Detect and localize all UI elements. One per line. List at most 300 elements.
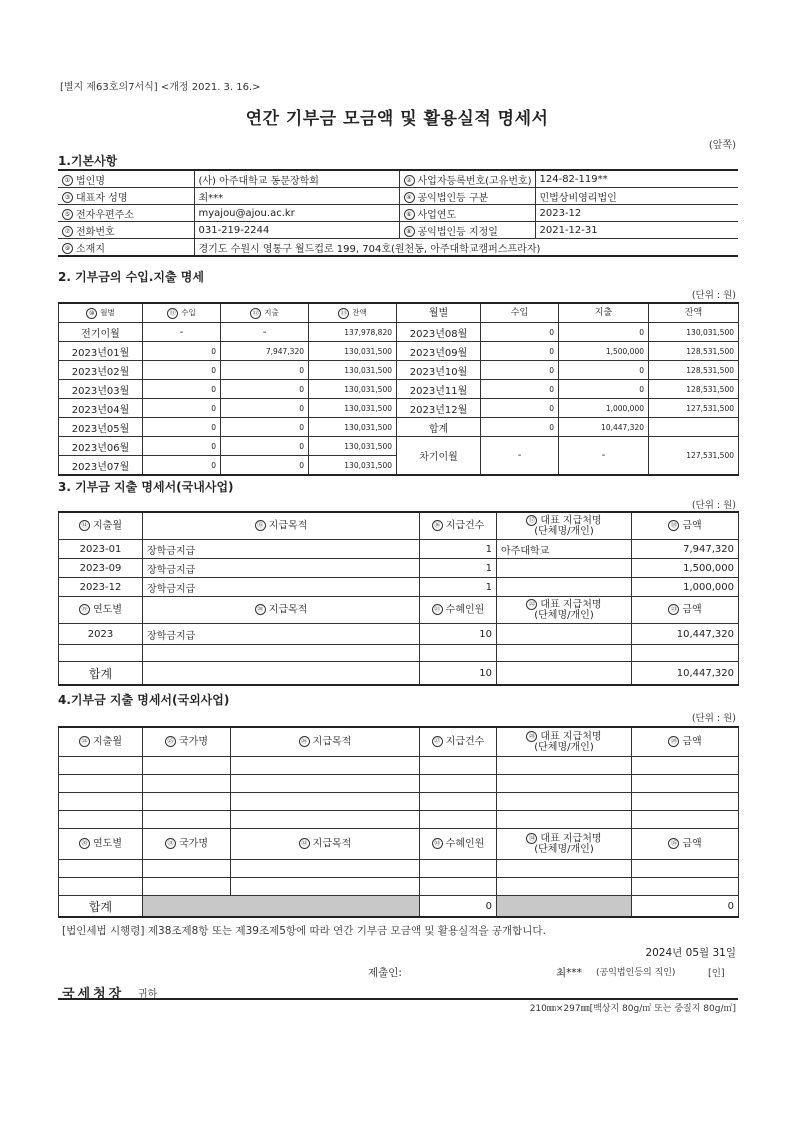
form-id: [별지 제63호의7서식] <개정 2021. 3. 16.> (60, 82, 261, 93)
expense-cell: 0 (559, 323, 649, 342)
item-number: ㉔ (79, 736, 90, 747)
income-cell: - (143, 323, 221, 342)
header-label: 연도별 (93, 838, 122, 850)
header-cell (143, 727, 231, 757)
header-sublabel: (단체명/개인) (534, 526, 594, 538)
foreign-empty-row (59, 811, 739, 829)
month-cell: 2023년03월 (59, 380, 143, 399)
expense-cell: 0 (221, 456, 309, 476)
empty-cell (420, 793, 497, 811)
item-number: ㉑ (432, 604, 443, 615)
foreign-total-row (59, 896, 739, 918)
submitter-label: 제출인: (368, 967, 402, 979)
header-cell (59, 303, 143, 323)
balance-cell: 127,531,500 (649, 399, 739, 418)
addressee: 국세청장 (62, 987, 125, 1002)
basic-info-table (58, 169, 738, 257)
basic-row-address (58, 239, 738, 257)
income-cell: 0 (481, 418, 559, 437)
header-label: 국가명 (179, 736, 208, 748)
header-label: 지급목적 (312, 838, 352, 850)
basic-value: 민법상비영리법인 (535, 188, 738, 205)
header-cell (143, 512, 420, 540)
empty-cell (143, 775, 231, 793)
header-label: 지급건수 (445, 736, 485, 748)
item-number: ⑦ (62, 226, 73, 237)
purpose-cell: 장학금지급 (143, 559, 420, 578)
item-number: ⑱ (668, 520, 679, 531)
item-number: ⑤ (62, 209, 73, 220)
header-label: 지급목적 (312, 736, 352, 748)
basic-value: 031-219-2244 (194, 222, 399, 239)
basic-value: (사) 아주대학교 동문장학회 (194, 170, 399, 188)
income-row (59, 342, 739, 361)
header-label: 금액 (682, 838, 702, 850)
empty-cell (143, 860, 231, 878)
balance-cell: 128,531,500 (649, 380, 739, 399)
empty-cell (497, 775, 632, 793)
item-number: ㉟ (668, 838, 679, 849)
basic-label (58, 170, 194, 188)
income-header-row (59, 303, 739, 323)
foreign-empty-row (59, 878, 739, 896)
domestic-header-row (59, 512, 739, 540)
empty-cell (59, 793, 143, 811)
basic-label (58, 239, 194, 257)
recipient-cell: 아주대학교 (497, 540, 632, 559)
header-label: 지출월 (93, 520, 122, 532)
item-number: ㉞ (526, 833, 537, 844)
amount-cell: 1,500,000 (632, 559, 739, 578)
header-cell (497, 829, 632, 860)
balance-cell: 128,531,500 (649, 361, 739, 380)
income-cell: 0 (143, 456, 221, 476)
recipient-cell (497, 624, 632, 645)
expense-cell: 0 (221, 361, 309, 380)
header-cell (649, 303, 739, 323)
amount-cell: 7,947,320 (632, 540, 739, 559)
header-cell (420, 829, 497, 860)
domestic-total-row (59, 662, 739, 686)
expense-cell: 0 (221, 418, 309, 437)
domestic-header-row-2 (59, 597, 739, 624)
header-cell (559, 303, 649, 323)
balance-cell: 130,031,500 (309, 418, 397, 437)
header-label: 수입 (181, 308, 196, 318)
expense-cell: 0 (559, 361, 649, 380)
income-row (59, 361, 739, 380)
balance-cell: 130,031,500 (649, 323, 739, 342)
recipient-cell (497, 559, 632, 578)
empty-cell (497, 757, 632, 775)
empty-cell (59, 860, 143, 878)
header-cell (481, 303, 559, 323)
empty-cell (231, 757, 420, 775)
total-count: 10 (420, 662, 497, 686)
item-number: ㉘ (526, 731, 537, 742)
expense-cell: 0 (559, 380, 649, 399)
month-cell: 2023년07월 (59, 456, 143, 476)
empty-cell (497, 860, 632, 878)
balance-cell: 130,031,500 (309, 437, 397, 456)
seal-mark: [인] (708, 968, 725, 979)
empty-cell (497, 662, 632, 686)
foreign-empty-row (59, 775, 739, 793)
empty-cell (632, 878, 739, 896)
basic-value: 2021-12-31 (535, 222, 738, 239)
income-expense-table (58, 302, 739, 476)
header-label: 금액 (682, 520, 702, 532)
basic-label (58, 222, 194, 239)
header-cell (632, 829, 739, 860)
foreign-header-row (59, 727, 739, 757)
paper-spec: 210㎜×297㎜[백상지 80g/㎡ 또는 중질지 80g/㎡] (529, 1004, 736, 1014)
item-number: ⑰ (526, 515, 537, 526)
empty-cell (59, 775, 143, 793)
basic-label (58, 205, 194, 222)
carry-cell: 127,531,500 (649, 437, 739, 476)
empty-cell (231, 793, 420, 811)
honorific: 귀하 (138, 989, 158, 1000)
expense-cell: 1,500,000 (559, 342, 649, 361)
income-cell: 0 (481, 342, 559, 361)
header-cell (59, 727, 143, 757)
item-number: ㉖ (299, 736, 310, 747)
submitter-name: 최*** (556, 967, 582, 979)
item-number: ④ (404, 192, 415, 203)
header-cell (420, 597, 497, 624)
balance-cell: 130,031,500 (309, 456, 397, 476)
empty-cell (420, 775, 497, 793)
header-label: 대표 지급처명 (540, 515, 602, 527)
expense-cell: 10,447,320 (559, 418, 649, 437)
item-number: ⑮ (255, 520, 266, 531)
address-value: 경기도 수원시 영통구 월드컵로 199, 704호(원천동, 아주대학교캠퍼스프라자) (194, 239, 738, 257)
header-label: 수혜인원 (445, 604, 485, 616)
income-row (59, 399, 739, 418)
total-amount: 0 (632, 896, 739, 918)
item-number: ③ (62, 192, 73, 203)
month-cell: 전기이월 (59, 323, 143, 342)
header-label: 지출 (264, 308, 279, 318)
item-number: ㉒ (526, 599, 537, 610)
month-cell: 2023년01월 (59, 342, 143, 361)
purpose-cell: 장학금지급 (143, 624, 420, 645)
empty-cell (420, 757, 497, 775)
month-cell: 2023년08월 (397, 323, 481, 342)
foreign-empty-row (59, 793, 739, 811)
empty-cell (497, 793, 632, 811)
item-number: ㉝ (432, 838, 443, 849)
month-cell: 2023년06월 (59, 437, 143, 456)
item-number: ⑫ (250, 308, 261, 319)
basic-row (58, 170, 738, 188)
domestic-year-row (59, 624, 739, 645)
shaded-cell (497, 896, 632, 918)
income-cell: 0 (143, 437, 221, 456)
income-row (59, 323, 739, 342)
month-cell: 2023-09 (59, 559, 143, 578)
income-cell: 0 (143, 418, 221, 437)
header-label: 지출 (594, 307, 613, 318)
header-cell (497, 727, 632, 757)
header-cell (497, 512, 632, 540)
empty-cell (143, 662, 420, 686)
front-side-label: (앞쪽) (708, 140, 736, 151)
basic-label (399, 205, 535, 222)
section-basic-title: 1.기본사항 (58, 154, 118, 168)
income-cell: 0 (143, 342, 221, 361)
item-number: ① (62, 175, 73, 186)
item-number: ⑲ (79, 604, 90, 615)
total-label: 합계 (59, 662, 143, 686)
empty-cell (143, 645, 420, 662)
header-cell (143, 303, 221, 323)
month-cell: 2023-12 (59, 578, 143, 597)
empty-cell (632, 811, 739, 829)
basic-label (399, 188, 535, 205)
item-number: ㉗ (432, 736, 443, 747)
empty-cell (497, 878, 632, 896)
basic-label (399, 170, 535, 188)
domestic-unit: (단위 : 원) (691, 500, 736, 511)
empty-cell (143, 793, 231, 811)
empty-cell (59, 811, 143, 829)
domestic-table (58, 511, 739, 686)
header-label: 수입 (510, 307, 529, 318)
basic-label-text: 법인명 (76, 175, 105, 187)
foreign-empty-row (59, 860, 739, 878)
balance-cell: 128,531,500 (649, 342, 739, 361)
item-number: ㉕ (165, 736, 176, 747)
income-row (59, 437, 739, 456)
empty-cell (231, 811, 420, 829)
section-income-title: 2. 기부금의 수입.지출 명세 (58, 270, 204, 284)
item-number: ㉙ (668, 736, 679, 747)
foreign-unit: (단위 : 원) (691, 713, 736, 724)
header-label: 지급목적 (268, 520, 308, 532)
item-number: ㉓ (668, 604, 679, 615)
submission-date: 2024년 05월 31일 (645, 947, 736, 959)
balance-cell (649, 418, 739, 437)
header-cell (221, 303, 309, 323)
header-cell (420, 512, 497, 540)
empty-cell (632, 757, 739, 775)
empty-cell (632, 860, 739, 878)
basic-label (58, 188, 194, 205)
purpose-cell: 장학금지급 (143, 540, 420, 559)
header-label: 수혜인원 (445, 838, 485, 850)
empty-cell (420, 645, 497, 662)
header-cell (231, 727, 420, 757)
income-cell: 0 (143, 361, 221, 380)
count-cell: 10 (420, 624, 497, 645)
header-label: 지출월 (93, 736, 122, 748)
basic-row (58, 205, 738, 222)
empty-cell (632, 793, 739, 811)
empty-cell (143, 757, 231, 775)
foreign-header-row-2 (59, 829, 739, 860)
basic-value: 124-82-119** (535, 170, 738, 188)
section-foreign-title: 4.기부금 지출 명세서(국외사업) (58, 693, 230, 707)
income-cell: 0 (481, 399, 559, 418)
header-label: 연도별 (93, 604, 122, 616)
item-number: ⑧ (404, 226, 415, 237)
total-count: 0 (420, 896, 497, 918)
basic-label-text: 공익법인등 구분 (417, 192, 489, 204)
item-number: ⑨ (62, 243, 73, 254)
header-cell (632, 727, 739, 757)
empty-cell (497, 645, 632, 662)
empty-cell (59, 878, 143, 896)
header-sublabel: (단체명/개인) (534, 742, 594, 754)
total-label: 합계 (59, 896, 143, 918)
header-cell (143, 829, 231, 860)
carry-cell: 차기이월 (397, 437, 481, 476)
legal-notice: [법인세법 시행령] 제38조제8항 또는 제39조제5항에 따라 연간 기부금 모금액 및 활용실적을 공개합니다. (62, 925, 546, 937)
basic-label-text: 소재지 (76, 243, 105, 255)
empty-cell (420, 860, 497, 878)
item-number: ⑬ (338, 308, 349, 319)
bottom-rule (58, 998, 738, 1000)
header-label: 잔액 (352, 308, 367, 318)
item-number: ㉚ (79, 838, 90, 849)
header-cell (420, 727, 497, 757)
item-number: ⑩ (86, 308, 97, 319)
empty-cell (632, 775, 739, 793)
header-sublabel: (단체명/개인) (534, 610, 594, 622)
section-domestic-title: 3. 기부금 지출 명세서(국내사업) (58, 480, 234, 494)
header-cell (632, 512, 739, 540)
basic-value: 2023-12 (535, 205, 738, 222)
empty-cell (231, 878, 420, 896)
item-number: ⑪ (167, 308, 178, 319)
domestic-row (59, 578, 739, 597)
basic-label-text: 사업자등록번호(고유번호) (417, 175, 532, 187)
domestic-empty-row (59, 645, 739, 662)
item-number: ㉜ (299, 838, 310, 849)
empty-cell (231, 775, 420, 793)
shaded-cell (143, 896, 420, 918)
basic-value: 최*** (194, 188, 399, 205)
item-number: ⑳ (255, 604, 266, 615)
header-cell (231, 829, 420, 860)
header-label: 월별 (428, 307, 449, 319)
header-sublabel: (단체명/개인) (534, 844, 594, 856)
header-cell (59, 512, 143, 540)
header-cell (309, 303, 397, 323)
header-label: 금액 (682, 736, 702, 748)
basic-label (399, 222, 535, 239)
year-cell: 2023 (59, 624, 143, 645)
item-number: ② (404, 175, 415, 186)
header-label: 국가명 (179, 838, 208, 850)
header-label: 지급건수 (445, 520, 485, 532)
income-cell: 0 (481, 323, 559, 342)
expense-cell: 0 (221, 437, 309, 456)
empty-cell (143, 811, 231, 829)
month-cell: 2023년10월 (397, 361, 481, 380)
empty-cell (59, 757, 143, 775)
item-number: ㉛ (165, 838, 176, 849)
header-cell (397, 303, 481, 323)
income-row (59, 418, 739, 437)
header-label: 지급목적 (268, 604, 308, 616)
item-number: ⑭ (79, 520, 90, 531)
month-cell: 2023년04월 (59, 399, 143, 418)
empty-cell (420, 811, 497, 829)
balance-cell: 130,031,500 (309, 399, 397, 418)
header-cell (143, 597, 420, 624)
submitter-rank: (공익법인등의 직인) (596, 968, 676, 978)
purpose-cell: 장학금지급 (143, 578, 420, 597)
expense-cell: 1,000,000 (559, 399, 649, 418)
income-cell: 0 (481, 361, 559, 380)
empty-cell (632, 645, 739, 662)
count-cell: 1 (420, 559, 497, 578)
income-row (59, 380, 739, 399)
expense-cell: - (221, 323, 309, 342)
balance-cell: 137,978,820 (309, 323, 397, 342)
empty-cell (497, 811, 632, 829)
balance-cell: 130,031,500 (309, 380, 397, 399)
count-cell: 1 (420, 540, 497, 559)
domestic-row (59, 559, 739, 578)
basic-label-text: 전자우편주소 (76, 209, 134, 221)
month-cell: 2023년11월 (397, 380, 481, 399)
basic-label-text: 사업연도 (417, 209, 457, 221)
month-cell: 2023년09월 (397, 342, 481, 361)
empty-cell (420, 878, 497, 896)
basic-label-text: 공익법인등 지정일 (417, 226, 498, 238)
total-amount: 10,447,320 (632, 662, 739, 686)
expense-cell: 0 (221, 380, 309, 399)
page-title: 연간 기부금 모금액 및 활용실적 명세서 (245, 109, 549, 129)
count-cell: 1 (420, 578, 497, 597)
foreign-empty-row (59, 757, 739, 775)
header-cell (59, 597, 143, 624)
amount-cell: 10,447,320 (632, 624, 739, 645)
amount-cell: 1,000,000 (632, 578, 739, 597)
recipient-cell (497, 578, 632, 597)
basic-row (58, 188, 738, 205)
domestic-row (59, 540, 739, 559)
carry-cell: - (481, 437, 559, 476)
empty-cell (231, 860, 420, 878)
header-cell (59, 829, 143, 860)
basic-label-text: 전화번호 (76, 226, 115, 238)
header-cell (632, 597, 739, 624)
income-cell: 0 (143, 399, 221, 418)
header-label: 잔액 (684, 307, 703, 318)
empty-cell (143, 878, 231, 896)
month-cell: 합계 (397, 418, 481, 437)
item-number: ⑥ (404, 209, 415, 220)
month-cell: 2023-01 (59, 540, 143, 559)
income-unit: (단위 : 원) (691, 290, 736, 301)
month-cell: 2023년05월 (59, 418, 143, 437)
basic-value: myajou@ajou.ac.kr (194, 205, 399, 222)
balance-cell: 130,031,500 (309, 361, 397, 380)
income-cell: 0 (481, 380, 559, 399)
balance-cell: 130,031,500 (309, 342, 397, 361)
month-cell: 2023년12월 (397, 399, 481, 418)
expense-cell: 0 (221, 399, 309, 418)
item-number: ⑯ (432, 520, 443, 531)
header-label: 대표 지급처명 (540, 599, 602, 611)
empty-cell (59, 645, 143, 662)
foreign-table (58, 726, 739, 918)
